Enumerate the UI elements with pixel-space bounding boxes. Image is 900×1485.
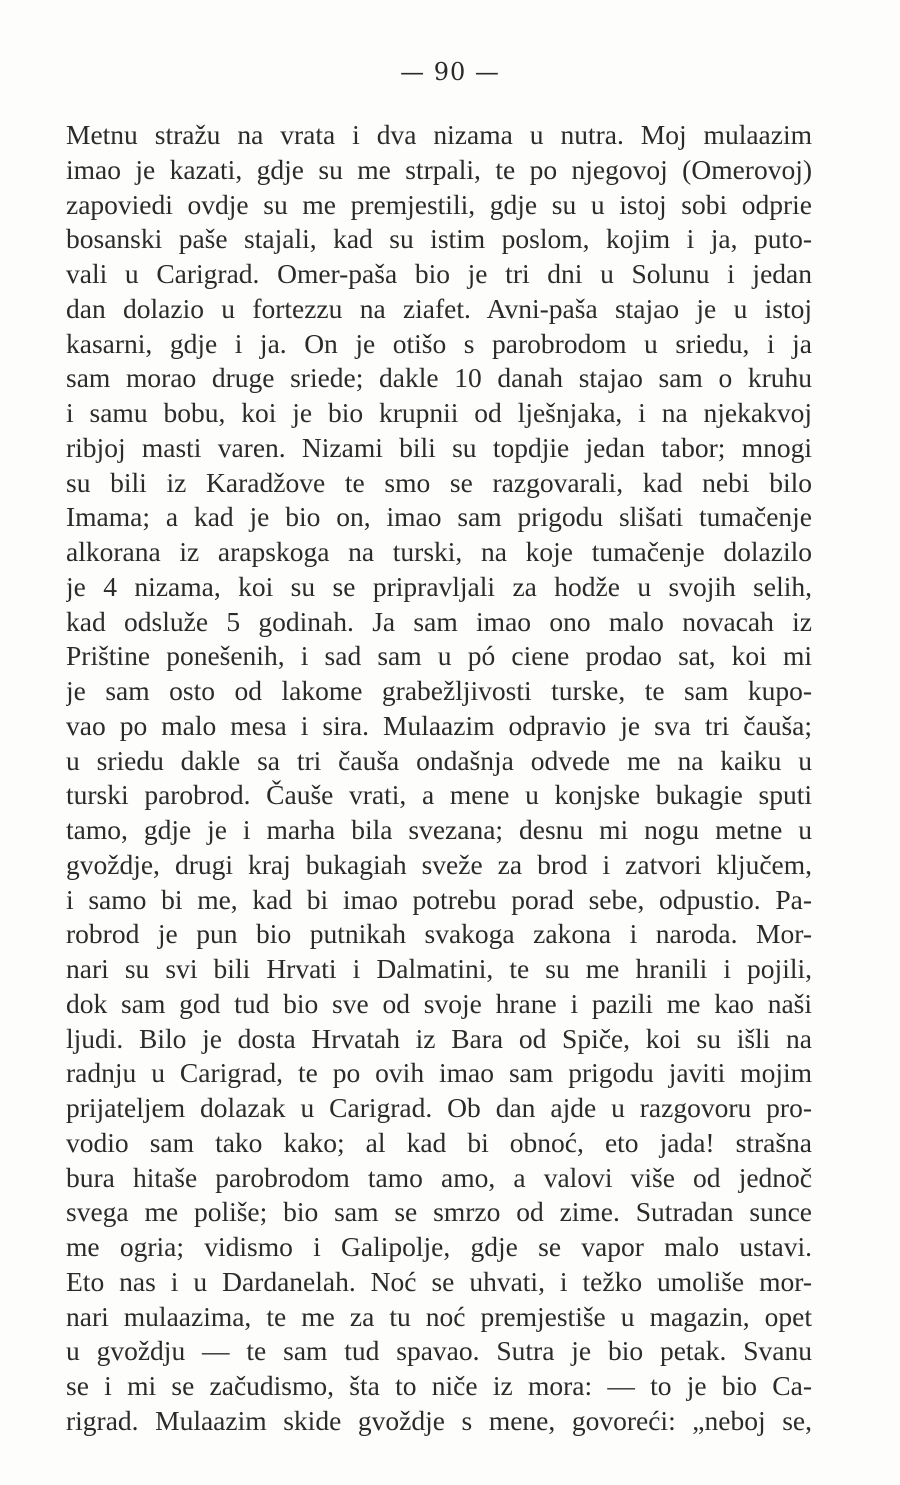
body-text [66, 118, 812, 1439]
text-line: i samo bi me, kad bi imao potrebu porad sebe, odpustio. Pa- [66, 883, 812, 915]
text-line: nari mulaazima, te me za tu noć premjestiše u magazin, opet [66, 1300, 812, 1332]
text-line: dok sam god tud bio sve od svoje hrane i pazili me kao naši [66, 987, 812, 1019]
text-line: kad odsluže 5 godinah. Ja sam imao ono malo novacah iz [66, 605, 812, 637]
text-line: vodio sam tako kako; al kad bi obnoć, eto jada! strašna [66, 1126, 812, 1158]
text-line: i samu bobu, koi je bio krupnii od lješnjaka, i na njekakvoj [66, 397, 812, 428]
text-line: robrod je pun bio putnikah svakoga zakona i naroda. Mor- [66, 918, 812, 950]
page-number: — 90 — [400, 58, 500, 86]
text-line: sam morao druge sriede; dakle 10 danah stajao sam o kruhu [66, 362, 812, 394]
text-line: je sam osto od lakome grabežljivosti turske, te sam kupo- [66, 675, 812, 706]
text-line: kasarni, gdje i ja. On je otišo s parobrodom u sriedu, i ja [66, 327, 812, 359]
text-line: su bili iz Karadžove te smo se razgovarali, kad nebi bilo [66, 466, 812, 498]
text-line: alkorana iz arapskoga na turski, na koje tumačenje dolazilo [66, 536, 812, 567]
text-line: svega me poliše; bio sam se smrzo od zime. Sutradan sunce [66, 1196, 812, 1228]
text-line: ribjoj masti varen. Nizami bili su topdjie jedan tabor; mnogi [66, 431, 812, 463]
text-line: dan dolazio u fortezzu na ziafet. Avni-paša stajao je u istoj [66, 292, 812, 324]
text-line: rigrad. Mulaazim skide gvoždje s mene, govoreći: „neboj se, [66, 1404, 812, 1436]
text-line: zapoviedi ovdje su me premjestili, gdje su u istoj sobi odprie [66, 188, 812, 220]
text-line: bura hitaše parobrodom tamo amo, a valovi više od jednoč [66, 1161, 812, 1193]
text-line: Eto nas i u Dardanelah. Noć se uhvati, i težko umoliše mor- [66, 1265, 812, 1297]
text-line: me ogria; vidismo i Galipolje, gdje se vapor malo ustavi. [66, 1231, 812, 1262]
text-line: Metnu stražu na vrata i dva nizama u nutra. Moj mulaazim [66, 119, 812, 150]
text-line: u sriedu dakle sa tri čauša ondašnja odvede me na kaiku u [66, 744, 812, 776]
text-line: gvoždje, drugi kraj bukagiah sveže za brod i zatvori ključem, [66, 848, 812, 880]
text-line: vali u Carigrad. Omer-paša bio je tri dni u Solunu i jedan [66, 258, 812, 289]
text-line: nari su svi bili Hrvati i Dalmatini, te su me hranili i pojili, [66, 953, 812, 984]
text-line: vao po malo mesa i sira. Mulaazim odpravio je sva tri čauša; [66, 709, 812, 741]
text-line: bosanski paše stajali, kad su istim poslom, kojim i ja, puto- [66, 223, 812, 255]
text-line: se i mi se začudismo, šta to niče iz mora: — to je bio Ca- [66, 1370, 812, 1401]
text-line: ljudi. Bilo je dosta Hrvatah iz Bara od Spiče, koi su išli na [66, 1022, 812, 1054]
text-line: tamo, gdje je i marha bila svezana; desnu mi nogu metne u [66, 814, 812, 845]
text-line: Prištine ponešenih, i sad sam u pó ciene prodao sat, koi mi [66, 640, 812, 672]
text-line: Imama; a kad je bio on, imao sam prigodu slišati tumačenje [66, 501, 812, 533]
text-line: radnju u Carigrad, te po ovih imao sam prigodu javiti mojim [66, 1057, 812, 1089]
text-line: je 4 nizama, koi su se pripravljali za hodže u svojih selih, [66, 570, 812, 602]
text-line: prijateljem dolazak u Carigrad. Ob dan ajde u razgovoru pro- [66, 1092, 812, 1123]
text-line: turski parobrod. Čauše vrati, a mene u konjske bukagie sputi [66, 779, 812, 811]
text-line: u gvoždju — te sam tud spavao. Sutra je bio petak. Svanu [66, 1335, 812, 1367]
text-line: imao je kazati, gdje su me strpali, te po njegovoj (Omerovoj) [66, 153, 812, 185]
